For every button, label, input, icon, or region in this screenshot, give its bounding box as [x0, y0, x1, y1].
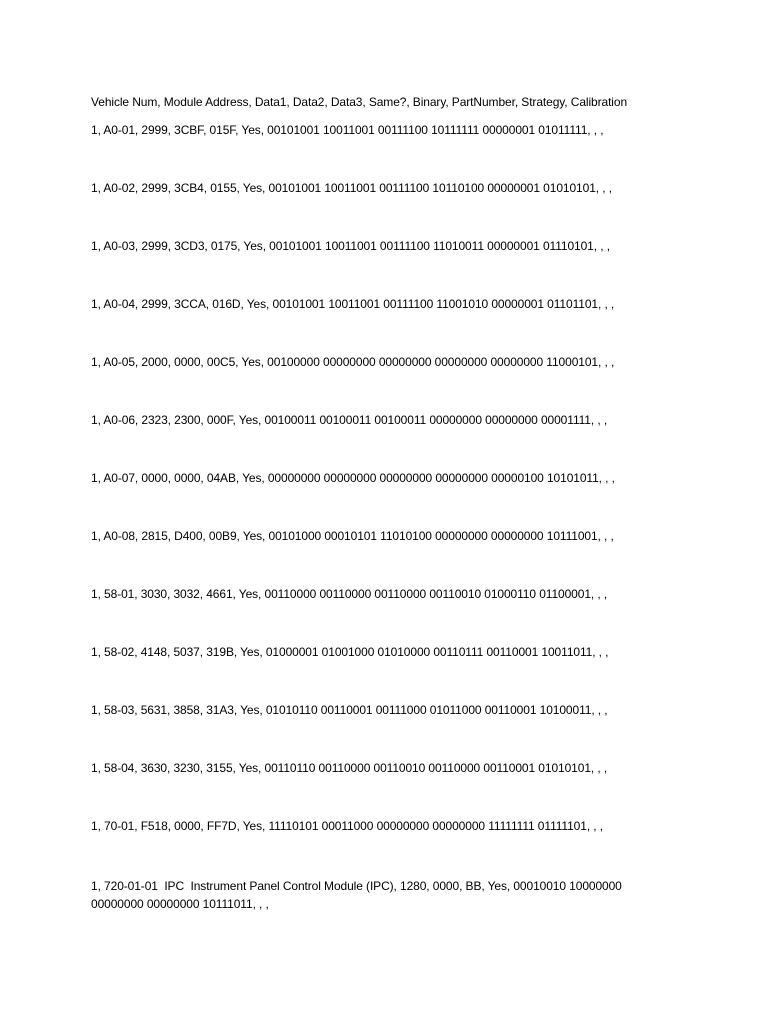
csv-data-line: 1, A0-03, 2999, 3CD3, 0175, Yes, 00101001 10011001 00111100 11010011 00000001 01110101, , ,	[91, 239, 610, 253]
csv-data-line: 1, A0-08, 2815, D400, 00B9, Yes, 00101000 00010101 11010100 00000000 00000000 10111001, , ,	[91, 529, 614, 543]
csv-header-line: Vehicle Num, Module Address, Data1, Data2, Data3, Same?, Binary, PartNumber, Strategy, Calibration	[91, 95, 628, 109]
csv-data-line: 1, 720-01-01 IPC Instrument Panel Control Module (IPC), 1280, 0000, BB, Yes, 00010010 10000000 00000000 00000000 10111011, , ,	[91, 879, 625, 911]
csv-data-line: 1, 58-02, 4148, 5037, 319B, Yes, 01000001 01001000 01010000 00110111 00110001 10011011, , ,	[91, 645, 609, 659]
csv-data-line: 1, 58-03, 5631, 3858, 31A3, Yes, 01010110 00110001 00111000 01011000 00110001 10100011, , ,	[91, 703, 608, 717]
csv-data-line: 1, A0-04, 2999, 3CCA, 016D, Yes, 00101001 10011001 00111100 11001010 00000001 01101101, , ,	[91, 297, 615, 311]
csv-data-line: 1, 58-01, 3030, 3032, 4661, Yes, 00110000 00110000 00110000 00110010 01000110 01100001, , ,	[91, 587, 608, 601]
csv-data-line: 1, A0-01, 2999, 3CBF, 015F, Yes, 00101001 10011001 00111100 10111111 00000001 01011111, , ,	[91, 123, 604, 137]
csv-data-line: 1, 70-01, F518, 0000, FF7D, Yes, 11110101 00011000 00000000 00000000 11111111 01111101, , ,	[91, 819, 604, 833]
csv-data-line: 1, A0-06, 2323, 2300, 000F, Yes, 00100011 00100011 00100011 00000000 00000000 00001111, , ,	[91, 413, 608, 427]
csv-data-line: 1, 58-04, 3630, 3230, 3155, Yes, 00110110 00110000 00110010 00110000 00110001 01010101, , ,	[91, 761, 608, 775]
csv-data-line: 1, A0-07, 0000, 0000, 04AB, Yes, 00000000 00000000 00000000 00000000 00000100 10101011, , ,	[91, 471, 615, 485]
csv-data-line: 1, A0-02, 2999, 3CB4, 0155, Yes, 00101001 10011001 00111100 10110100 00000001 01010101, , ,	[91, 181, 612, 195]
csv-data-line: 1, A0-05, 2000, 0000, 00C5, Yes, 00100000 00000000 00000000 00000000 00000000 11000101, , ,	[91, 355, 615, 369]
